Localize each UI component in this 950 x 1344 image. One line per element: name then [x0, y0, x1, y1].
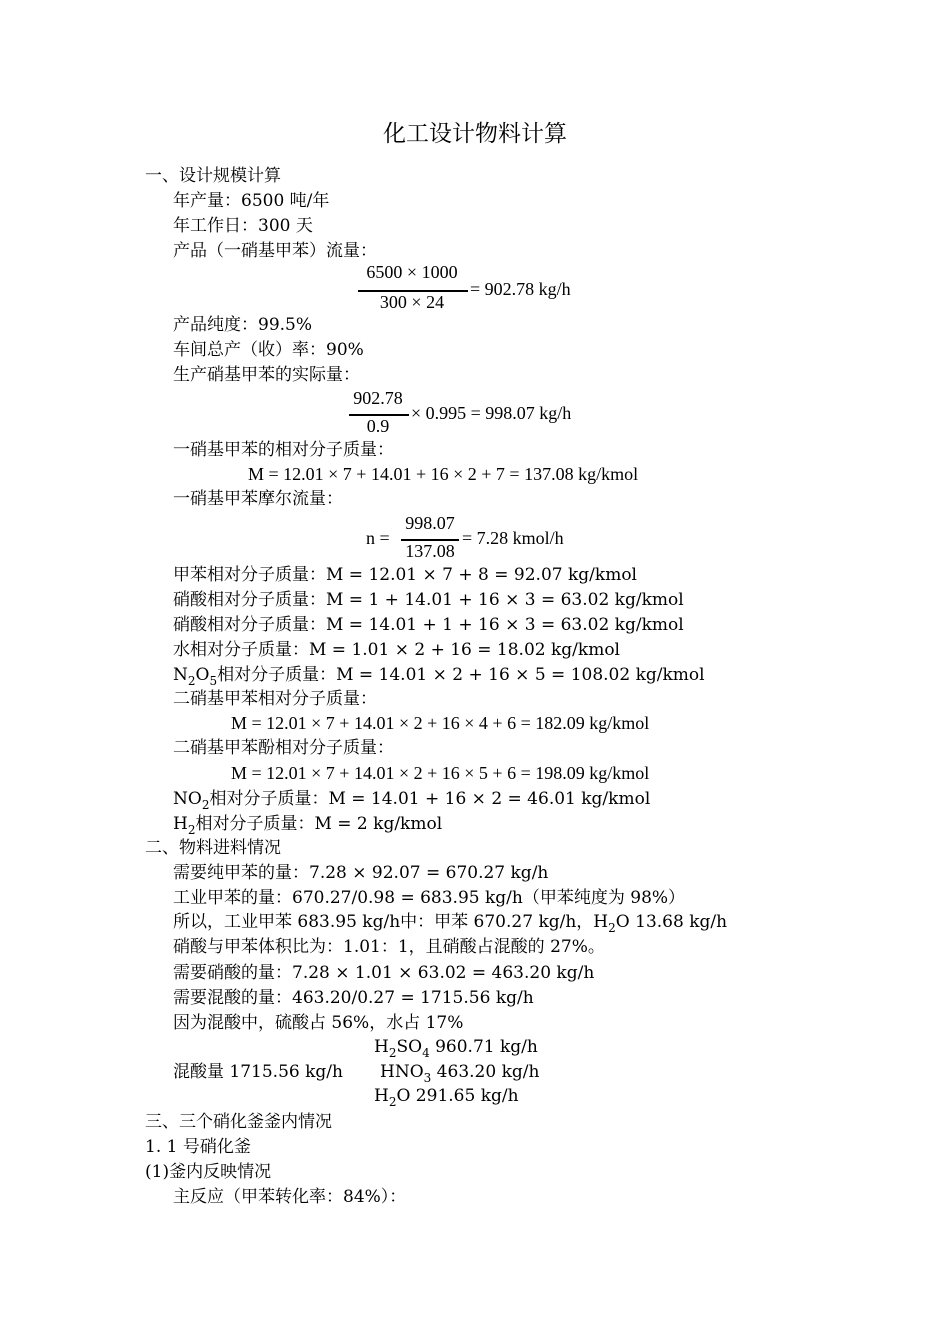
product-flow-label: 产品（一硝基甲苯）流量： [173, 241, 377, 261]
mono-molar-label: 一硝基甲苯摩尔流量： [173, 489, 343, 509]
workshop-yield: 车间总产（收）率：90% [173, 340, 364, 360]
dinitro-label: 二硝基甲苯相对分子质量： [173, 689, 377, 709]
subscript: 2 [187, 674, 196, 688]
no2-mw [173, 789, 651, 812]
acid-composition: 因为混酸中，硫酸占 56%，水占 17% [173, 1013, 464, 1033]
amount: 291.65 kg/h [410, 1086, 519, 1106]
formula-part: O [195, 665, 210, 685]
annual-output: 年产量：6500 吨/年 [173, 191, 330, 211]
nitric-needed: 需要硝酸的量：7.28 × 1.01 × 63.02 = 463.20 kg/h [173, 963, 595, 983]
mixed-acid-amount: 混酸量 1715.56 kg/h [173, 1062, 343, 1082]
molar-denominator: 137.08 [405, 541, 455, 561]
subscript: 2 [201, 798, 210, 812]
nitric-mw-1: 硝酸相对分子质量：M = 1 + 14.01 + 16 × 3 = 63.02 kg/kmol [173, 590, 684, 610]
dinitrophenol-label: 二硝基甲苯酚相对分子质量： [173, 738, 394, 758]
pure-toluene: 需要纯甲苯的量：7.28 × 92.07 = 670.27 kg/h [173, 863, 549, 883]
formula-part: H [374, 1037, 389, 1057]
formula-part: H [173, 814, 188, 834]
flow-denominator: 300 × 24 [379, 292, 445, 312]
formula-part: HNO [380, 1062, 424, 1082]
formula-part: O [396, 1086, 411, 1106]
breakdown-part: O 13.68 kg/h [615, 912, 728, 932]
subscript: 2 [608, 921, 616, 935]
formula-part: N [173, 665, 188, 685]
reaction-status: (1)釜内反映情况 [145, 1162, 272, 1182]
formula-part: NO [173, 789, 202, 809]
subscript: 2 [187, 823, 196, 837]
amount: 960.71 kg/h [429, 1037, 538, 1057]
toluene-mw: 甲苯相对分子质量：M = 12.01 × 7 + 8 = 92.07 kg/kmol [173, 565, 637, 585]
industrial-toluene: 工业甲苯的量：670.27/0.98 = 683.95 kg/h（甲苯纯度为 98%） [173, 888, 686, 908]
nitric-mw-2: 硝酸相对分子质量：M = 14.01 + 1 + 16 × 3 = 63.02 kg/kmol [173, 615, 684, 635]
h2so4-row [374, 1037, 538, 1060]
mixed-acid-needed: 需要混酸的量：463.20/0.27 = 1715.56 kg/h [173, 988, 534, 1008]
product-purity: 产品纯度：99.5% [173, 315, 313, 335]
actual-result: × 0.995 = 998.07 kg/h [411, 403, 572, 423]
formula-part: H [374, 1086, 389, 1106]
page-title: 化工设计物料计算 [383, 121, 567, 147]
hno3-row [380, 1062, 540, 1085]
n2o5-mw [173, 665, 705, 688]
actual-denominator: 0.9 [366, 416, 390, 436]
h2o-row [374, 1086, 519, 1109]
formula-rest: 相对分子质量：M = 14.01 × 2 + 16 × 5 = 108.02 kg/kmol [217, 665, 705, 685]
formula-part: SO [396, 1037, 423, 1057]
section-heading-2: 二、物料进料情况 [145, 838, 281, 858]
water-mw: 水相对分子质量：M = 1.01 × 2 + 16 = 18.02 kg/kmol [173, 640, 620, 660]
reactor-1-heading: 1. 1 号硝化釜 [145, 1137, 251, 1157]
mono-mw-label: 一硝基甲苯的相对分子质量： [173, 440, 394, 460]
section-heading-3: 三、三个硝化釜釜内情况 [145, 1112, 332, 1132]
flow-result: = 902.78 kg/h [470, 279, 571, 299]
molar-prefix: n = [366, 528, 390, 548]
subscript: 5 [209, 674, 218, 688]
dinitrophenol-mw: M = 12.01 × 7 + 14.01 × 2 + 16 × 5 + 6 = 198.09 kg/kmol [231, 763, 650, 783]
formula-rest: 相对分子质量：M = 14.01 + 16 × 2 = 46.01 kg/kmol [209, 789, 651, 809]
section-heading-1: 一、设计规模计算 [145, 166, 281, 186]
subscript: 3 [423, 1071, 432, 1085]
actual-numerator: 902.78 [353, 388, 403, 408]
volume-ratio: 硝酸与甲苯体积比为：1.01：1，且硝酸占混酸的 27%。 [173, 937, 605, 957]
breakdown-part: 所以，工业甲苯 683.95 kg/h中：甲苯 670.27 kg/h，H [173, 912, 609, 932]
subscript: 2 [388, 1095, 397, 1109]
formula-rest: 相对分子质量：M = 2 kg/kmol [195, 814, 443, 834]
flow-numerator: 6500 × 1000 [366, 262, 458, 282]
main-reaction: 主反应（甲苯转化率：84%）： [173, 1187, 407, 1207]
work-days: 年工作日：300 天 [173, 216, 313, 236]
toluene-breakdown [173, 912, 728, 935]
subscript: 2 [388, 1046, 397, 1060]
molar-numerator: 998.07 [405, 513, 455, 533]
amount: 463.20 kg/h [431, 1062, 540, 1082]
dinitro-mw: M = 12.01 × 7 + 14.01 × 2 + 16 × 4 + 6 = 182.09 kg/kmol [231, 713, 650, 733]
molar-result: = 7.28 kmol/h [462, 528, 564, 548]
subscript: 4 [422, 1046, 430, 1060]
h2-mw [173, 814, 443, 837]
actual-output-label: 生产硝基甲苯的实际量： [173, 365, 360, 385]
mono-mw-formula: M = 12.01 × 7 + 14.01 + 16 × 2 + 7 = 137.08 kg/kmol [248, 464, 639, 484]
